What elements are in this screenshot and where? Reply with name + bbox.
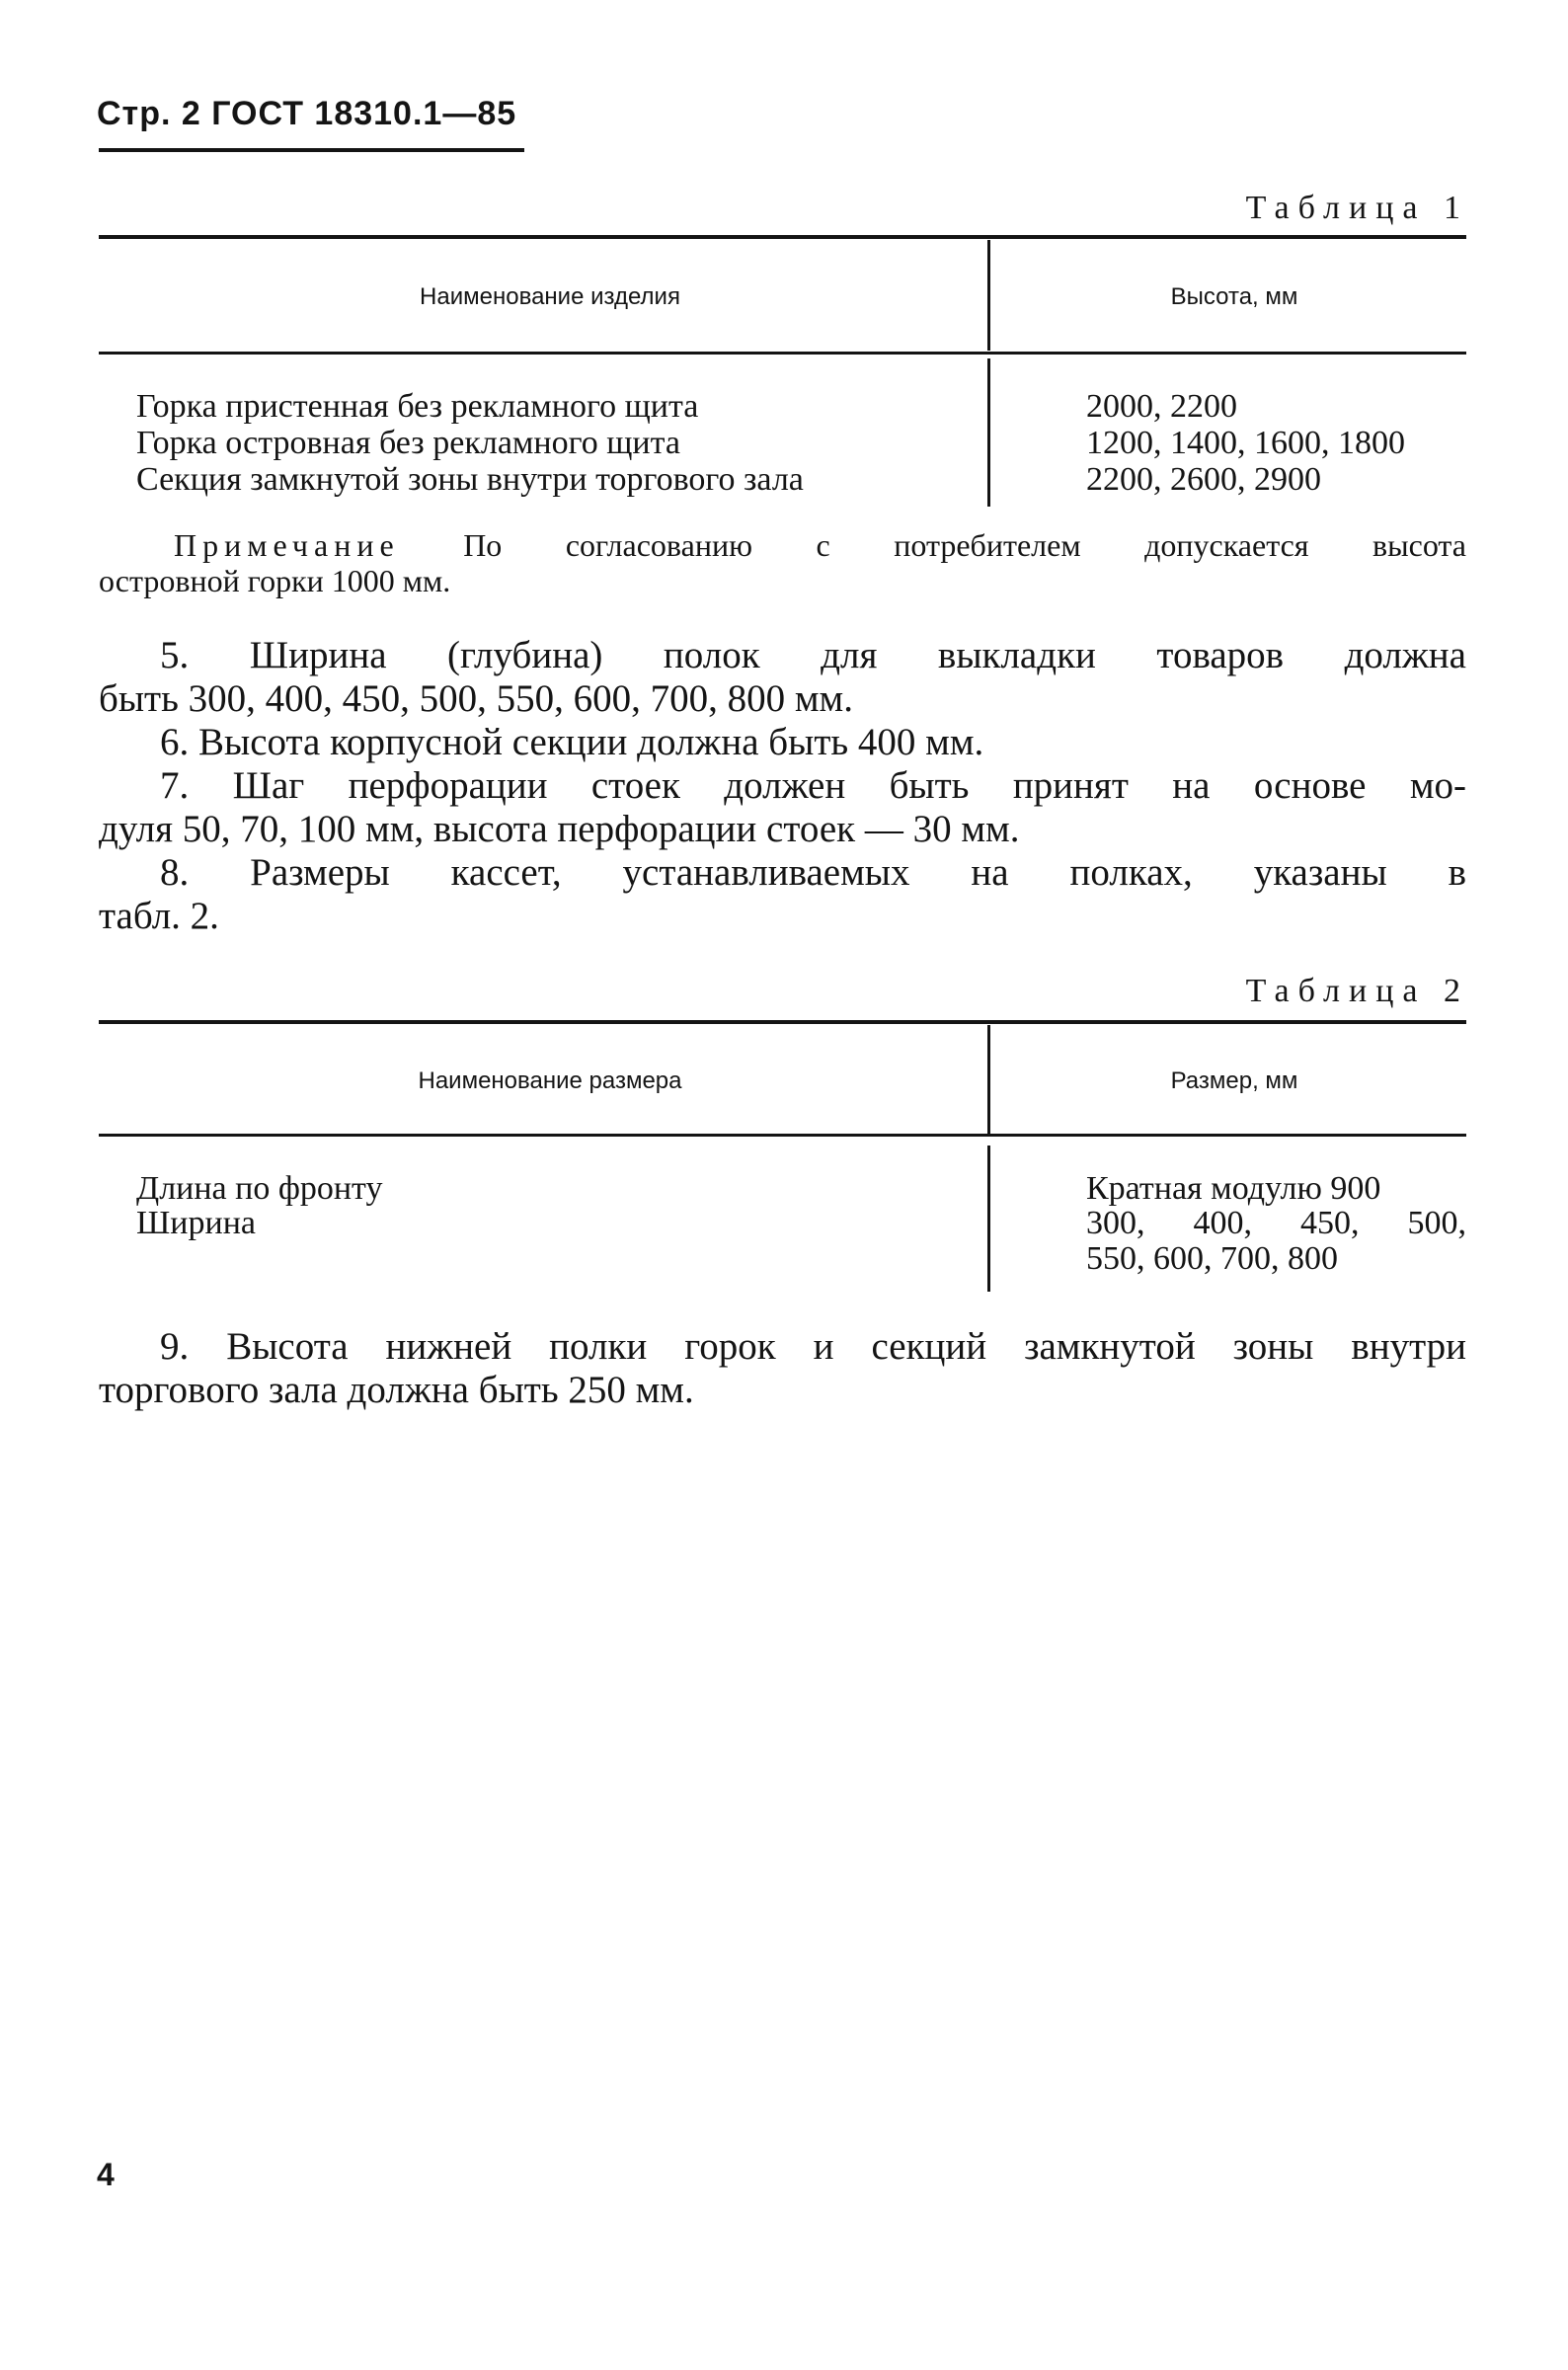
table1-row2-name: Горка островная без рекламного щита — [136, 425, 680, 461]
table2-row2-value-line1-text: 300, 400, 450, 500, — [1086, 1205, 1466, 1241]
page-header: Стр. 2 ГОСТ 18310.1—85 — [97, 95, 517, 132]
table2-col-name-header: Наименование размера — [418, 1067, 682, 1094]
table2-header-divider — [987, 1025, 990, 1134]
table1-row3-name: Секция замкнутой зоны внутри торгового зала — [136, 461, 804, 498]
table1-col-height-header: Высота, мм — [1170, 283, 1298, 310]
paragraph-7-line2: дуля 50, 70, 100 мм, высота перфорации стоек — 30 мм. — [99, 808, 1020, 850]
table1-body-divider — [987, 358, 990, 507]
table1-note — [99, 527, 1466, 598]
paragraph-8-line1: 8. Размеры кассет, устанавливаемых на полках, указаны в — [160, 851, 1466, 894]
paragraph-9-line2: торгового зала должна быть 250 мм. — [99, 1369, 694, 1411]
table2-row1-value: Кратная модулю 900 — [1086, 1170, 1381, 1207]
paragraph-9 — [99, 1325, 1466, 1412]
table1-col-name-header: Наименование изделия — [420, 283, 680, 310]
table2-body-divider — [987, 1146, 990, 1292]
table2-top-rule — [99, 1020, 1466, 1024]
table1-caption: Таблица 1 — [1245, 190, 1469, 226]
table1-header-divider — [987, 240, 990, 351]
paragraph-8-line2: табл. 2. — [99, 895, 219, 937]
table2-col-size-header: Размер, мм — [1170, 1067, 1298, 1094]
table1-row3-value: 2200, 2600, 2900 — [1086, 461, 1321, 498]
table1-note-text1: По согласованию с потребителем допускается высота — [463, 527, 1466, 563]
paragraph-5-line2: быть 300, 400, 450, 500, 550, 600, 700, 800 мм. — [99, 677, 853, 720]
table1-row2-value: 1200, 1400, 1600, 1800 — [1086, 425, 1405, 461]
table2-caption: Таблица 2 — [1245, 973, 1469, 1009]
paragraph-7-line1: 7. Шаг перфорации стоек должен быть принят на основе мо- — [160, 764, 1466, 807]
table1-row1-value: 2000, 2200 — [1086, 388, 1237, 425]
table1-note-line2: островной горки 1000 мм. — [99, 563, 451, 598]
paragraph-6-line1: 6. Высота корпусной секции должна быть 400 мм. — [160, 721, 984, 763]
paragraph-5 — [99, 634, 1466, 721]
paragraph-5-line1: 5. Ширина (глубина) полок для выкладки товаров должна — [160, 634, 1466, 676]
paragraph-7 — [99, 764, 1466, 851]
table1-note-line1 — [99, 527, 1466, 563]
table1-top-rule — [99, 235, 1466, 239]
table1-row1-name: Горка пристенная без рекламного щита — [136, 388, 699, 425]
table2-row1-name: Длина по фронту — [136, 1170, 383, 1207]
paragraph-8 — [99, 851, 1466, 938]
table2-row2-value-line2: 550, 600, 700, 800 — [1086, 1240, 1338, 1277]
table2-header-rule — [99, 1134, 1466, 1137]
paragraph-6 — [160, 721, 983, 764]
table2-row2-value-line1 — [1086, 1205, 1466, 1241]
header-rule — [99, 148, 524, 152]
table1-note-label: Примечание — [174, 527, 400, 563]
table1-header-rule — [99, 352, 1466, 355]
table2-row2-name: Ширина — [136, 1205, 256, 1241]
paragraph-9-line1: 9. Высота нижней полки горок и секций замкнутой зоны внутри — [160, 1325, 1466, 1368]
page-number: 4 — [97, 2157, 115, 2192]
